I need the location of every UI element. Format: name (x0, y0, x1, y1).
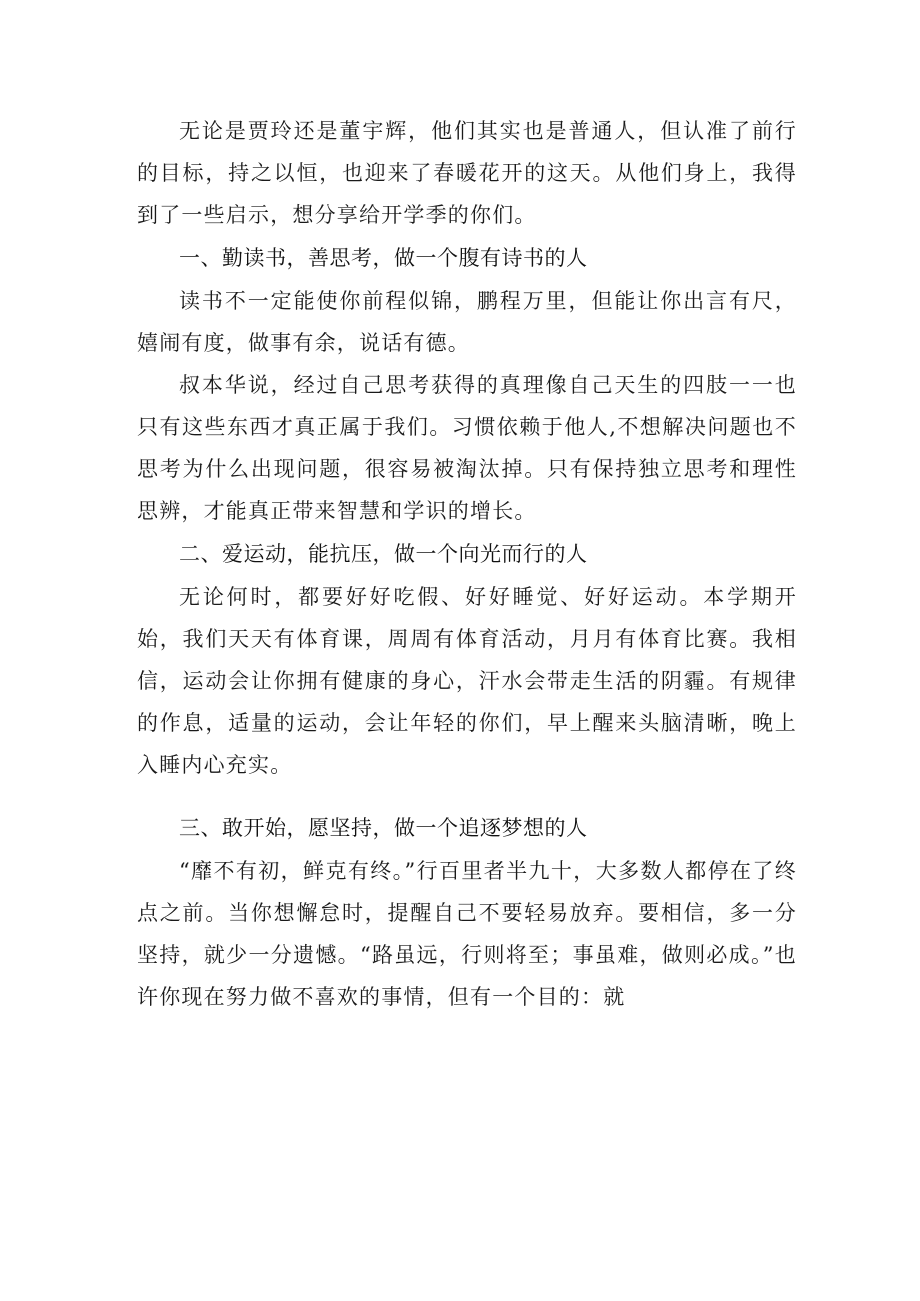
section-heading-exercise: 二、爱运动，能抗压，做一个向光而行的人 (179, 542, 588, 566)
paragraph-exercise: 无论何时，都要好好吃假、好好睡觉、好好运动。本学期开始，我们天天有体育课，周周有体育活动，月月有体育比赛。我相信，运动会让你拥有健康的身心，汗水会带走生活的阴霾。有规律的作息，适量的运动，会让年轻的你们，早上醒来头脑清晰，晚上入睡内心充实。 (137, 585, 797, 777)
paragraph-dreams: “靡不有初，鲜克有终。”行百里者半九十，大多数人都停在了终点之前。当你想懈怠时，提醒自己不要轻易放弃。要相信，多一分坚持，就少一分遗憾。“路虽远，行则将至；事虽难，做则必成。”也许你现在努力做不喜欢的事情，但有一个目的：就 (137, 859, 797, 1009)
paragraph-thinking: 叔本华说，经过自己思考获得的真理像自己天生的四肢一一也只有这些东西才真正属于我们。习惯依赖于他人,不想解决问题也不思考为什么出现问题，很容易被淘汰掉。只有保持独立思考和理性思辨，才能真正带来智慧和学识的增长。 (137, 373, 797, 523)
paragraph-reading: 读书不一定能使你前程似锦，鹏程万里，但能让你出言有尺，嬉闹有度，做事有余，说话有德。 (137, 289, 797, 355)
section-heading-dreams: 三、敢开始，愿坚持，做一个追逐梦想的人 (179, 816, 588, 840)
paragraph-intro: 无论是贾玲还是董宇辉，他们其实也是普通人，但认准了前行的目标，持之以恒，也迎来了春暖花开的这天。从他们身上，我得到了一些启示，想分享给开学季的你们。 (137, 119, 797, 227)
section-heading-reading: 一、勤读书，善思考，做一个腹有诗书的人 (179, 246, 588, 270)
document-body (137, 110, 797, 1018)
